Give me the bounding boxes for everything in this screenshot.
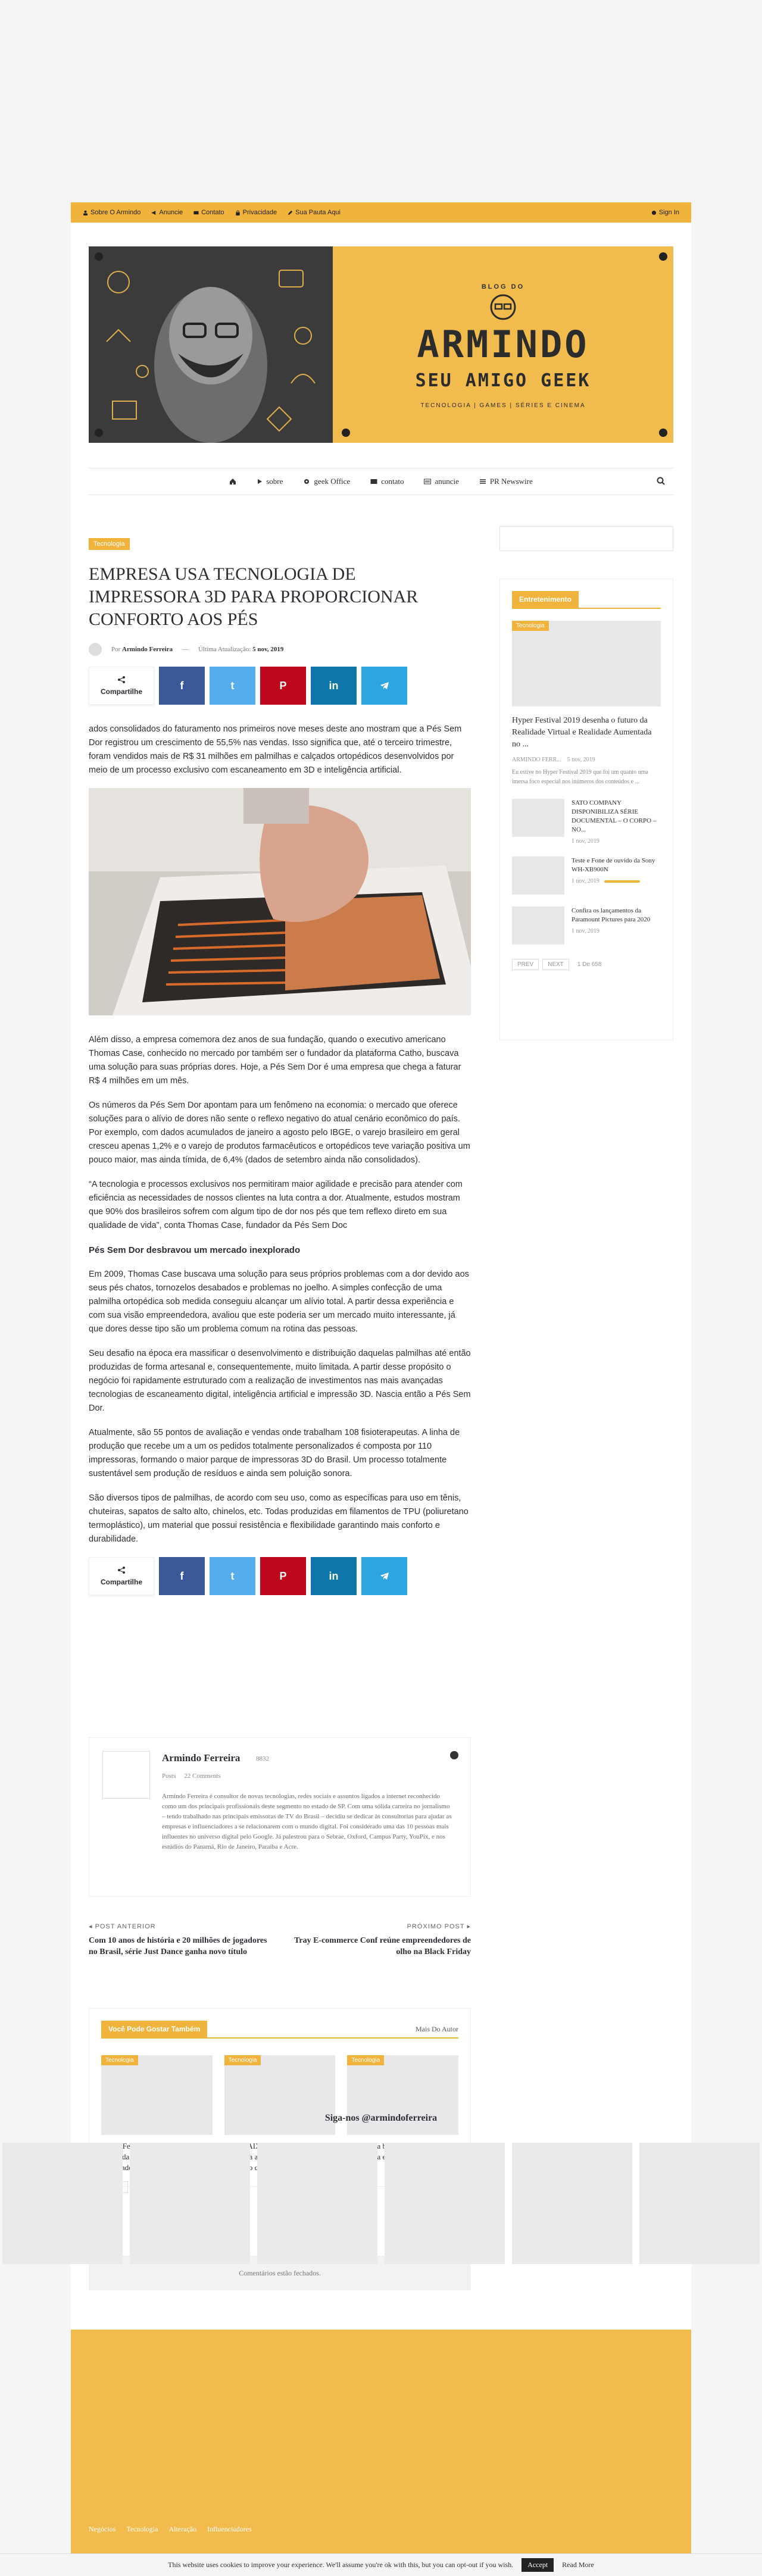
accept-button[interactable]: Accept: [521, 2558, 554, 2572]
article-body-2: [89, 1033, 471, 1546]
banner-dot-icon: [95, 252, 103, 261]
instagram-tile[interactable]: [639, 2143, 760, 2264]
banner-dot-icon: [95, 429, 103, 437]
author-box: [89, 1737, 471, 1897]
main-nav: [89, 468, 673, 495]
related-card[interactable]: Tecnologia CAIXA a: [224, 2055, 336, 2173]
top-link-sobre[interactable]: Sobre O Armindo: [83, 209, 140, 216]
banner-brand: [333, 246, 673, 443]
category-badge[interactable]: Tecnologia: [89, 538, 130, 550]
top-link-contato[interactable]: Contato: [193, 209, 224, 216]
share-telegram-button[interactable]: [361, 667, 407, 705]
footer-link[interactable]: Negócios: [89, 2525, 116, 2533]
page-container: [71, 223, 691, 2330]
post-meta: Por Armindo Ferreira — Última Atualização: 5 nov, 2019: [89, 643, 471, 656]
share-twitter-button[interactable]: [210, 1557, 255, 1595]
page-title: EMPRESA USA TECNOLOGIA DE IMPRESSORA 3D PARA PROPORCIONAR CONFORTO AOS PÉS: [89, 564, 419, 629]
separator-icon: —: [182, 646, 189, 653]
featured-title[interactable]: Hyper Festival 2019 desenha o futuro da Realidade Virtual e Realidade Aumentada no ...: [512, 716, 652, 749]
banner-photo: [89, 246, 333, 443]
envelope-icon: [193, 210, 199, 215]
nav-item-pr-newswire[interactable]: PR Newswire: [479, 477, 533, 486]
prev-post-title: Com 10 anos de história e 20 milhões de jogadores no Brasil, série Just Dance ganha novo título: [89, 1936, 267, 1956]
footer-link[interactable]: Alteração: [168, 2525, 197, 2533]
pinterest-icon: P: [279, 679, 287, 692]
brand-name: ARMINDO: [417, 323, 589, 366]
website-icon[interactable]: [450, 1751, 458, 1759]
list-thumbnail: [512, 799, 564, 837]
gear-icon: [303, 478, 310, 485]
related-title: Você Pode Gostar Também: [101, 2021, 207, 2037]
prev-button[interactable]: PREV: [512, 959, 539, 970]
footer-links: [89, 2525, 252, 2534]
user-icon: [83, 210, 88, 215]
footer: [71, 2330, 691, 2553]
telegram-icon: [380, 1572, 389, 1580]
pencil-icon: [288, 210, 293, 215]
newspaper-icon: [424, 479, 431, 484]
twitter-icon: t: [230, 1570, 235, 1582]
paragraph: Além disso, a empresa comemora dez anos de sua fundação, quando o executivo americano Thomas Case, conhecido no mercado por também ser o fundador da plataforma Catho, buscava uma solução para suas próprias dores. Hoje, a Pés Sem Dor é uma empresa que chega a faturar R$ 4 milhões em um mês.: [89, 1035, 461, 1086]
read-more-link[interactable]: Read More: [562, 2561, 594, 2569]
footer-link[interactable]: Tecnologia: [126, 2525, 158, 2533]
article: [89, 538, 471, 1595]
article-body: [89, 723, 471, 777]
top-link-privacidade[interactable]: Privacidade: [235, 209, 277, 216]
list-item[interactable]: SATO COMPANY DISPONIBILIZA SÉRIE DOCUMENTAL – O CORPO – NO... 1 nov, 2019: [512, 799, 661, 845]
cookie-text: This website uses cookies to improve your experience. We'll assume you're ok with this, but you can opt-out if you wish.: [168, 2561, 514, 2569]
related-thumbnail: Tecnologia: [224, 2055, 336, 2135]
paragraph: São diversos tipos de palmilhas, de acordo com seu uso, como as específicas para uso em tênis, chuteiras, sapatos de salto alto, chinelos, etc. Todas produzidas em filamentos de TPU (poliuretano termoplástico), um material que possui resistência e flexibilidade garantindo mais conforto e durabilidade.: [89, 1493, 469, 1544]
author-counts: [162, 1772, 221, 1780]
foot-scanner-image: [89, 788, 471, 1015]
share-linkedin-button[interactable]: [311, 1557, 357, 1595]
list-icon: [479, 479, 486, 484]
login-icon: [651, 210, 657, 215]
share-icon: [117, 676, 126, 684]
top-bar: [71, 202, 691, 223]
share-telegram-button[interactable]: [361, 1557, 407, 1595]
page-indicator: 1 De 658: [577, 961, 602, 968]
blog-do-label: BLOG DO: [481, 283, 525, 290]
paragraph: Em 2009, Thomas Case buscava uma solução para seus próprios problemas com a dor devido aos seus pés chatos, tornozelos desabados e problemas no joelho. A simples confecção de uma palmilha ortopédica sob medida conseguiu alcançar um alívio total. A partir dessa experiência e com sua visão empreendedora, avaliou que este poderia ser um mercado muito interessante, já que dores desse tipo são um problema comum na rotina das pessoas.: [89, 1270, 469, 1334]
nav-item-anuncie[interactable]: anuncie: [424, 477, 458, 486]
share-icon: [117, 1566, 126, 1574]
share-linkedin-button[interactable]: [311, 667, 357, 705]
nav-home[interactable]: [229, 478, 236, 485]
more-by-author-link[interactable]: Mais Do Autor: [416, 2024, 458, 2033]
sidebar-search-input[interactable]: [499, 526, 673, 551]
brand-tagline: TECNOLOGIA | GAMES | SÉRIES E CINEMA: [420, 402, 586, 409]
prev-post-link[interactable]: ◂ POST ANTERIOR Com 10 anos de história e 20 milhões de jogadores no Brasil, série Just Dance ganha novo título: [89, 1923, 267, 1956]
share-pinterest-button[interactable]: [260, 667, 306, 705]
share-bar-bottom: [89, 1557, 471, 1595]
glasses-logo-icon: [490, 294, 516, 320]
instagram-title: Siga-nos @armindoferreira: [324, 2113, 438, 2123]
home-icon: [229, 478, 236, 485]
site-banner[interactable]: [89, 246, 673, 443]
author-link[interactable]: Armindo Ferreira: [122, 646, 173, 653]
subheading: Pés Sem Dor desbravou um mercado inexplorado: [89, 1245, 301, 1255]
banner-dot-icon: [659, 429, 667, 437]
twitter-icon: t: [230, 679, 235, 692]
avatar: [89, 643, 102, 656]
list-item[interactable]: Teste e Fone de ouvido da Sony WH-XB900N 1 nov, 2019: [512, 856, 661, 895]
instagram-tile[interactable]: [257, 2143, 377, 2264]
top-links: [83, 209, 341, 216]
share-label: Compartilhe: [89, 1557, 154, 1595]
paragraph: Os números da Pés Sem Dor apontam para um fenômeno na economia: o mercado que oferece soluções para o alívio de dores não sente o reflexo negativo do atual cenário econômico do país. Por exemplo, com dados acumulados de janeiro a agosto pelo IBGE, o varejo brasileiro em geral cresceu apenas 1,2% e o varejo de produtos farmacêuticos e ortopédicos teve variação positiva um pouco maior, mas ainda tímida, de 6,4% (dados de setembro ainda não consolidados).: [89, 1101, 470, 1165]
cookie-bar: [0, 2553, 762, 2576]
share-label: Compartilhe: [89, 667, 154, 705]
paragraph: Seu desafio na época era massificar o desenvolvimento e distribuição daquelas palmilhas até então produzidas de forma artesanal e, consequentemente, muito limitada. A partir desse propósito o negócio foi rapidamente estruturado com a realização de investimentos nas mais avançadas tecnologias de escaneamento digital, inteligência artificial e impressão 3D. Nascia então a Pés Sem Dor.: [89, 1349, 471, 1413]
post-navigation: [89, 1922, 471, 1958]
featured-meta: ARMINDO FERR... 5 nov, 2019: [512, 756, 595, 763]
top-link-anuncie[interactable]: Anuncie: [151, 209, 183, 216]
nav-item-geek-office[interactable]: geek Office: [303, 477, 350, 486]
list-item[interactable]: Confira os lançamentos da Paramount Pictures para 2020 1 nov, 2019: [512, 906, 661, 945]
instagram-tile[interactable]: [512, 2143, 632, 2264]
facebook-icon: f: [180, 679, 184, 692]
share-facebook-button[interactable]: [159, 1557, 205, 1595]
author-bio: Armindo Ferreira é consultor de novas tecnologias, redes sociais e assuntos ligados a internet reconhecido como um dos principais profissionais deste segmento no estado de SP. Com uma sólida carreira no jornalismo – tendo trabalhado nas principais emissoras de TV do Brasil – decidiu se dedicar às consultorias para ajudar as empresas e influenciadores a se relacionarem com o mundo digital. Foi considerado uma das 10 pessoas mais influentes no universo digital pelo Google. Já palestrou para o Sebrae, Oxford, Campus Party, YouPix, e nos estúdios do Panamá, Rio de Janeiro, Paraíba e Acre.: [162, 1793, 452, 1850]
author-comments-count: 22 Comments: [184, 1772, 221, 1780]
featured-thumbnail[interactable]: Tecnologia: [512, 621, 661, 706]
paragraph: Atualmente, são 55 pontos de avaliação e vendas onde trabalham 108 fisioterapeutas. A linha de produção que recebe um a um os pedidos totalmente personalizados é composta por 110 impressoras, formando o maior parque de impressoras 3D do Brasil. Um processo totalmente sustentável sem produção de resíduos e ainda sem poluição sonora.: [89, 1428, 460, 1478]
nav-item-contato[interactable]: contato: [370, 477, 404, 486]
facebook-icon: f: [180, 1570, 184, 1582]
banner-dot-icon: [342, 429, 350, 437]
instagram-tile[interactable]: [2, 2143, 123, 2264]
article-photo: [89, 788, 471, 1015]
brand-subtitle: SEU AMIGO GEEK: [415, 370, 591, 391]
post-date: 5 nov, 2019: [252, 646, 284, 653]
widget-title: Entretenimento: [512, 591, 579, 608]
related-thumbnail: Tecnologia: [101, 2055, 213, 2135]
sidebar-pager: [512, 959, 661, 970]
footer-link[interactable]: Influenciadores: [207, 2525, 252, 2533]
related-thumbnail: Tecnologia: [347, 2055, 458, 2135]
lock-icon: [235, 210, 241, 215]
envelope-icon: [370, 479, 377, 484]
nav-item-sobre[interactable]: sobre: [257, 477, 283, 486]
megaphone-icon: [151, 210, 157, 215]
banner-dot-icon: [659, 252, 667, 261]
share-bar-top: [89, 667, 471, 705]
share-twitter-button[interactable]: [210, 667, 255, 705]
paragraph: ados consolidados do faturamento nos primeiros nove meses deste ano mostram que a Pés Sem Dor registrou um crescimento de 55,5% nas vendas. Isso significa que, até o terceiro trimestre, foram vendidos mais de R$ 31 milhões em palmilhas e calçados ortopédicos desenvolvidos por meio de um processo exclusivo com escaneamento em 3D e inteligência artificial.: [89, 724, 462, 775]
arrow-right-icon: ▸: [464, 1923, 471, 1930]
author-role: 8832: [256, 1755, 269, 1762]
comments-closed-notice: Comentários estão fechados.: [89, 2256, 471, 2290]
banner-illustration: [89, 246, 333, 443]
paragraph: “A tecnologia e processos exclusivos nos permitiram maior agilidade e precisão para atender com eficiência as necessidades de nossos clientes na luta contra a dor. Atualmente, estudos mostram que 90% dos brasileiros sofrem com algum tipo de dor nos pés que tem reflexo direto em sua qualidade de vida”, conta Thomas Case, fundador da Pés Sem Doc: [89, 1180, 463, 1230]
linkedin-icon: in: [329, 679, 339, 692]
instagram-feed: [0, 2143, 762, 2264]
next-button[interactable]: NEXT: [542, 959, 569, 970]
author-posts-link[interactable]: Posts: [162, 1772, 176, 1780]
pinterest-icon: P: [279, 1570, 287, 1582]
next-post-title: Tray E-commerce Conf reúne empreendedores de olho na Black Friday: [294, 1936, 471, 1956]
search-icon[interactable]: [657, 477, 665, 485]
list-thumbnail: [512, 856, 564, 895]
top-link-pauta[interactable]: Sua Pauta Aqui: [288, 209, 341, 216]
author-avatar[interactable]: [102, 1751, 150, 1799]
featured-excerpt: Eu estive no Hyper Festival 2019 que foi um quanto uma imersa foco especial nos inúmeros dos conteúdos e ...: [512, 769, 648, 785]
rating-bar: [604, 880, 640, 883]
author-name[interactable]: Armindo Ferreira: [162, 1752, 241, 1764]
instagram-tile[interactable]: [385, 2143, 505, 2264]
sign-in-link[interactable]: Sign In: [651, 209, 679, 216]
list-thumbnail: [512, 906, 564, 945]
share-facebook-button[interactable]: [159, 667, 205, 705]
sidebar-widget: [499, 579, 673, 1040]
telegram-icon: [380, 681, 389, 690]
play-icon: [257, 479, 263, 484]
share-pinterest-button[interactable]: [260, 1557, 306, 1595]
arrow-left-icon: ◂: [89, 1923, 95, 1930]
related-card[interactable]: Tecnologia da: [101, 2055, 213, 2173]
next-post-link[interactable]: PRÓXIMO POST ▸ Tray E-commerce Conf reúne empreendedores de olho na Black Friday: [292, 1922, 471, 1958]
instagram-tile[interactable]: [130, 2143, 250, 2264]
linkedin-icon: in: [329, 1570, 339, 1582]
